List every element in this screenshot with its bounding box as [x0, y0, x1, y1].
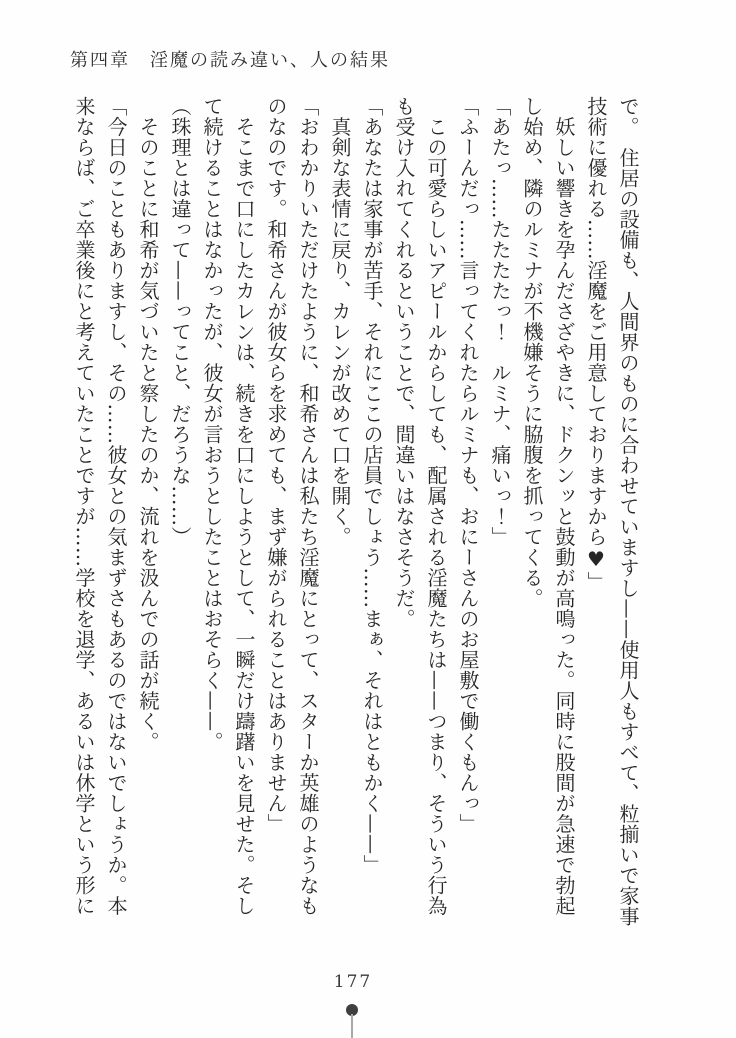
text-line: そのことに和希が気づいたと察したのか、流れを汲んでの話が続く。	[136, 96, 160, 752]
page-number: 177	[333, 972, 373, 992]
text-line: 来ならば、ご卒業後にと考えていたことですが……学校を退学、あるいは休学という形に	[72, 96, 96, 916]
text-line: 「ふーんだっ……言ってくれたらルミナも、おにーさんのお屋敷で働くもんっ」	[456, 96, 480, 834]
text-line: この可愛らしいアピールからしても、配属される淫魔たちは——つまり、そういう行為	[424, 96, 448, 916]
text-line: のなのです。和希さんが彼女らを求めても、まず嫌がられることはありません」	[264, 96, 288, 834]
text-line: 真剣な表情に戻り、カレンが改めて口を開く。	[328, 96, 352, 547]
footer-stem-line	[351, 1014, 353, 1038]
text-line: 「あたっ……たたたたっ！ ルミナ、痛いっ！」	[488, 96, 512, 547]
text-line: 「あなたは家事が苦手、それにここの店員でしょう……まぁ、それはともかく——」	[360, 96, 384, 875]
chapter-header: 第四章 淫魔の読み違い、人の結果	[70, 50, 390, 71]
body-text	[68, 96, 644, 941]
text-line: 「今日のこともありますし、その……彼女との気まずさもあるのではないでしょうか。本	[104, 96, 128, 916]
text-line: も受け入れてくれるということで、間違いはなさそうだ。	[392, 96, 416, 629]
text-line: て続けることはなかったが、彼女が言おうとしたことはおそらく——。	[200, 96, 224, 752]
text-line: 妖しい響きを孕んださざやきに、ドクンッと鼓動が高鳴った。同時に股間が急速で勃起	[552, 96, 576, 916]
text-line: 「おわかりいただけたように、和希さんは私たち淫魔にとって、スターか英雄のようなも	[296, 96, 320, 916]
text-line: 技術に優れる……淫魔をご用意しておりますから♥」	[584, 96, 608, 592]
text-line: し始め、隣のルミナが不機嫌そうに脇腹を抓ってくる。	[520, 96, 544, 609]
text-line: そこまで口にしたカレンは、続きを口にしようとして、一瞬だけ躊躇いを見せた。そし	[232, 96, 256, 916]
text-line: で。 住居の設備も、人間界のものに合わせていますし——使用人もすべて、粒揃いで家事	[616, 96, 640, 927]
text-line: （珠理とは違って——ってこと、だろうな……）	[168, 96, 192, 547]
